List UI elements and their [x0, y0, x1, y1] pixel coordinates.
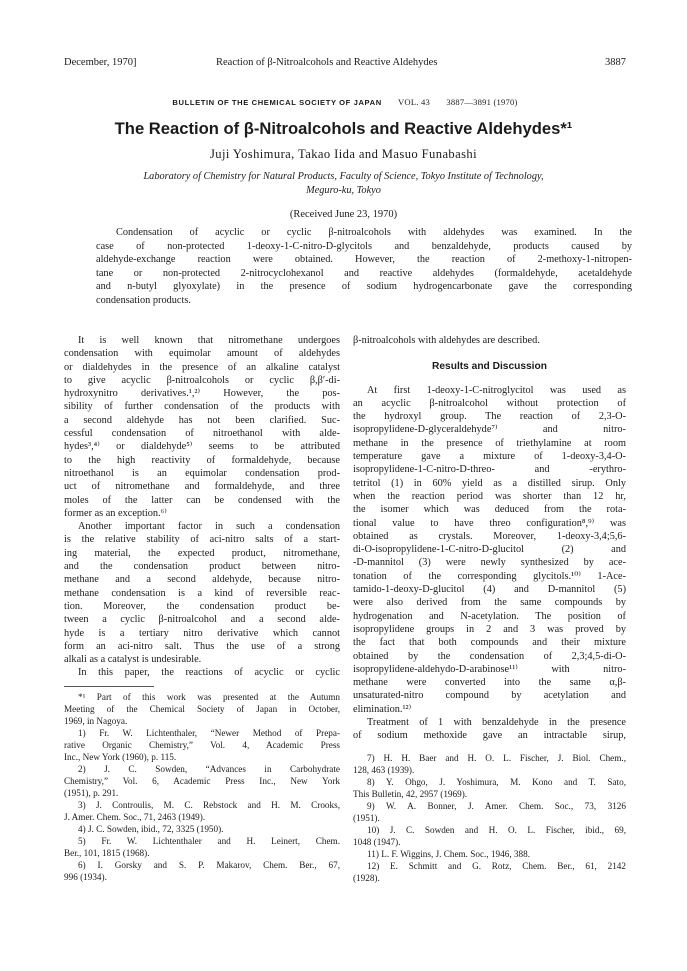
footnote-line: 1969, in Nagoya. — [64, 715, 128, 726]
footnote-line: (1951), p. 291. — [64, 787, 119, 798]
footnote-line: 6) I. Gorsky and S. P. Makarov, Chem. Ber., 67, — [78, 859, 340, 870]
running-head-date: December, 1970] — [64, 57, 137, 68]
text-line: di-O-isopropylidene-1-C-nitro-D-glucitol (2) and — [353, 544, 626, 556]
footnote-line: 1) Fr. W. Lichtenthaler, “Newer Method of Prepa- — [78, 727, 340, 738]
text-line: tional value to have threo configuration⁸,⁹⁾ was — [353, 517, 626, 529]
text-line: β-nitroalcohols with aldehydes are described. — [353, 335, 540, 346]
text-line: unsaturated-nitro compound by acetylation and — [353, 690, 626, 702]
text-line: hydrogenation and N-acetylation. The position of — [353, 610, 626, 622]
left-column — [64, 334, 340, 883]
footnote-line: 2) J. C. Sowden, “Advances in Carbohydrate — [78, 763, 340, 774]
journal-volume: VOL. 43 — [398, 97, 430, 107]
references — [353, 752, 626, 884]
footnote-line: *¹ Part of this work was presented at the Autumn — [78, 691, 340, 702]
text-line: is the relative stability of aci-nitro salts of a start- — [64, 534, 340, 546]
text-line: and the condensation product between nitro- — [64, 561, 340, 573]
section-heading: Results and Discussion — [432, 361, 547, 373]
text-line: or dialdehydes in the presence of an alkaline catalyst — [64, 361, 340, 373]
paragraph — [353, 384, 626, 716]
article-title: The Reaction of β-Nitroalcohols and Reactive Aldehydes*¹ — [114, 119, 573, 138]
text-line: obtained by the condensation of 2,3;4,5-di-O- — [353, 650, 626, 662]
affiliation-line: Meguro-ku, Tokyo — [306, 185, 381, 196]
reference-line: 128, 463 (1939). — [353, 764, 415, 775]
text-line: the isomer which was deduced from the rota- — [353, 504, 626, 516]
page-number: 3887 — [605, 57, 626, 68]
footnote-rule — [64, 686, 154, 687]
reference-line: 8) Y. Ohgo, J. Yoshimura, M. Kono and T. Sato, — [367, 776, 626, 787]
text-line: isopropylidene-D-glyceraldehyde⁷⁾ and nitro- — [353, 424, 626, 436]
text-line: to give acyclic β-nitroalcohols or cyclic β,β′-di- — [64, 374, 340, 386]
footnote-line: rative Organic Chemistry,” Vol. 4, Academic Press — [64, 739, 340, 750]
author-affiliation — [40, 170, 647, 198]
running-head-title: Reaction of β-Nitroalcohols and Reactive Aldehydes — [216, 57, 438, 68]
text-line: elimination.¹²⁾ — [353, 703, 412, 715]
paragraph — [64, 334, 340, 520]
footnote-line: J. Amer. Chem. Soc., 71, 2463 (1949). — [64, 811, 206, 822]
abstract-line: case of non-protected 1-deoxy-1-C-nitro-D-glycitols and benzaldehyde, products caused by — [96, 240, 632, 252]
running-head — [64, 57, 626, 71]
text-line: It is well known that nitromethane undergoes — [78, 335, 340, 346]
text-line: tonation of the corresponding glycitols.¹⁰⁾ 1-Ace- — [353, 570, 626, 582]
footnotes — [64, 691, 340, 883]
reference-line: 7) H. H. Baer and H. O. L. Fischer, J. Biol. Chem., — [367, 752, 626, 763]
text-line: isopropylidene-aldehydo-D-arabinose¹¹⁾ with nitro- — [353, 663, 626, 675]
text-line: condensation with equimolar amount of aldehydes — [64, 348, 340, 360]
reference-line: 12) E. Schmitt and G. Rotz, Chem. Ber., 61, 2142 — [367, 860, 626, 871]
text-line: sibility of further condensation of the products with — [64, 401, 340, 413]
text-line: At first 1-deoxy-1-C-nitroglycitol was used as — [367, 384, 626, 396]
article-authors: Juji Yoshimura, Takao Iida and Masuo Funabashi — [209, 147, 478, 161]
abstract — [96, 226, 632, 308]
paragraph — [353, 716, 626, 743]
abstract-line: aldehyde-exchange reaction were obtained. However, the reaction of 2-methoxy-1-nitropen- — [96, 254, 632, 266]
text-line: a second aldehyde has not been clarified. Suc- — [64, 414, 340, 426]
text-line: hydroxynitro derivatives.¹,²⁾ However, the pos- — [64, 388, 340, 400]
affiliation-line: Laboratory of Chemistry for Natural Products, Faculty of Science, Tokyo Institute of Technology, — [143, 171, 544, 182]
text-line: methane in the presence of triethylamine at room — [353, 437, 626, 449]
reference-line: 10) J. C. Sowden and H. O. L. Fischer, ibid., 69, — [367, 824, 626, 835]
text-line: isopropylidene groups in 2 and 3 was proved by — [353, 623, 626, 635]
text-line: tamido-1-deoxy-D-glucitol (4) and D-mannitol (5) — [353, 584, 626, 596]
paragraph — [64, 520, 340, 666]
journal-pages: 3887—3891 (1970) — [446, 97, 518, 107]
footnote-line: 3) J. Controulis, M. C. Rebstock and H. M. Crooks, — [78, 799, 340, 810]
footnote-line: Ber., 101, 1815 (1968). — [64, 847, 150, 858]
footnote-line: Inc., New York (1960), p. 115. — [64, 751, 177, 762]
text-line: methane condensation is a kind of reversible reac- — [64, 587, 340, 599]
text-line: to the high reactivity of formaldehyde, because — [64, 454, 340, 466]
footnote-line: 996 (1934). — [64, 871, 107, 882]
text-line: tetritol (1) in 60% yield as a distilled sirup. Only — [353, 477, 626, 489]
footnote-line: 5) Fr. W. Lichtenthaler and H. Leinert, Chem. — [78, 835, 340, 846]
journal-name: BULLETIN OF THE CHEMICAL SOCIETY OF JAPAN — [172, 98, 382, 107]
abstract-line: and n-butyl glyoxylate) in the presence of sodium hydrogencarbonate gave the corresponding — [96, 281, 632, 293]
abstract-line: tane or non-protected 2-nitrocyclohexanol and reactive aldehydes (formaldehyde, acetaldehyde — [96, 267, 632, 279]
text-line: the hydroxyl group. The reaction of 2,3-O- — [353, 411, 626, 423]
text-line: methane were converted into the same α,β- — [353, 677, 626, 689]
footnote-line: Chemistry,” Vol. 6, Academic Press Inc., New York — [64, 775, 340, 786]
abstract-line: Condensation of acyclic or cyclic β-nitroalcohols with aldehydes was examined. In the — [116, 227, 632, 238]
text-line: an acyclic β-nitroalcohol without protection of — [353, 397, 626, 409]
footnote-line: Meeting of the Chemical Society of Japan in October, — [64, 703, 340, 714]
text-line: isopropylidene-1-C-nitro-D-threo- and -erythro- — [353, 464, 626, 476]
text-line: tion. Moreover, the condensation product be- — [64, 600, 340, 612]
text-line: Another important factor in such a condensation — [78, 521, 340, 533]
text-line: methane and a second aldehyde, because nitro- — [64, 574, 340, 586]
journal-citation — [64, 97, 626, 107]
reference-line: This Bulletin, 42, 2957 (1969). — [353, 788, 468, 799]
text-line: hyde is a tertiary nitro derivative which cannot — [64, 627, 340, 639]
reference-line: 11) L. F. Wiggins, J. Chem. Soc., 1946, 388. — [367, 848, 530, 859]
text-line: uct of nitromethane and formaldehyde, and three — [64, 481, 340, 493]
text-line: of sodium methoxide gave an intractable sirup, — [353, 730, 626, 742]
reference-line: (1951). — [353, 812, 380, 823]
footnote-line: 4) J. C. Sowden, ibid., 72, 3325 (1950). — [78, 823, 224, 834]
text-line: -D-mannitol (3) were newly synthesized by ace- — [353, 557, 626, 569]
text-line: when the reaction period was shorter than 12 hr, — [353, 490, 626, 502]
text-line: temperature gave a mixture of 1-deoxy-3,4-O- — [353, 451, 626, 463]
text-line: former as an exception.⁶⁾ — [64, 507, 167, 519]
paragraph — [353, 334, 626, 347]
reference-line: 9) W. A. Bonner, J. Amer. Chem. Soc., 73, 3126 — [367, 800, 626, 811]
text-line: alkali as a catalyst is undesirable. — [64, 654, 202, 666]
reference-line: 1048 (1947). — [353, 836, 401, 847]
text-line: ing material, the expected product, nitromethane, — [64, 547, 340, 559]
text-line: moles of the latter can be condensed with the — [64, 494, 340, 506]
reference-line: (1928). — [353, 872, 380, 883]
paragraph — [64, 666, 340, 679]
text-line: Treatment of 1 with benzaldehyde in the presence — [367, 717, 626, 729]
text-line: In this paper, the reactions of acyclic or cyclic — [78, 667, 340, 679]
text-line: obtained as crystals. Moreover, 1-deoxy-3,4;5,6- — [353, 530, 626, 542]
text-line: hydes³,⁴⁾ or dialdehyde⁵⁾ seems to be attributed — [64, 441, 340, 453]
text-line: nitroethanol is an equimolar condensation prod- — [64, 467, 340, 479]
right-column — [353, 334, 626, 884]
text-line: were also derived from the same compounds by — [353, 597, 626, 609]
text-line: cessful condensation of nitroethanol with alde- — [64, 428, 340, 440]
received-date: (Received June 23, 1970) — [289, 209, 398, 220]
text-line: the fact that both compounds and their mixture — [353, 637, 626, 649]
text-line: form an aci-nitro salt. Thus the use of a strong — [64, 640, 340, 652]
abstract-line: condensation products. — [96, 294, 191, 306]
text-line: tween a cyclic β-nitroalcohol and a second alde- — [64, 614, 340, 626]
